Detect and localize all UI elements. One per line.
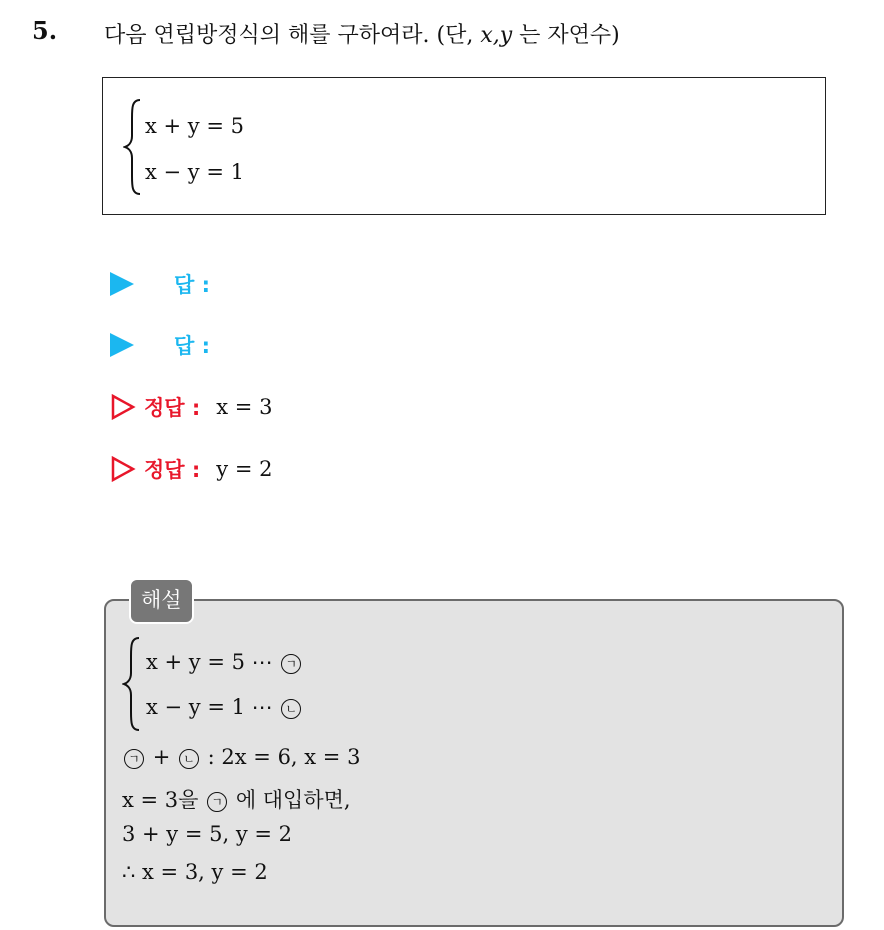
correct-value: y = 2 [216,457,273,481]
solution-eq2-text: x − y = 1 ⋯ [146,695,273,719]
question-vars: x,y [480,23,513,48]
solution-line-5: 3 + y = 5, y = 2 [122,822,292,846]
correct-answer-row-1 [110,392,272,422]
correct-label: 정답 : [144,396,201,420]
answer-label: 답 : [174,334,210,358]
answer-row-1 [110,269,210,299]
outline-arrow-icon [110,456,136,482]
correct-label: 정답 : [144,458,201,482]
solution-line-4-pre: x = 3을 [122,788,199,812]
solution-eq1 [146,650,303,674]
plus-sign: + [152,745,171,769]
solution-line-3 [122,745,360,769]
solution-eq2 [146,695,303,719]
question-text [104,18,620,49]
solution-line-4-post: 에 대입하면, [235,788,351,812]
play-arrow-icon [110,333,134,357]
solution-tag: 해설 [129,578,194,624]
brace-icon [122,636,142,732]
circled-giyeok-icon: ㄱ [207,792,227,812]
play-arrow-icon [110,272,134,296]
solution-line-4 [122,784,351,814]
circled-nieun-icon: ㄴ [281,699,301,719]
circled-nieun-icon: ㄴ [179,749,199,769]
correct-answer-row-2 [110,454,272,484]
correct-value: x = 3 [216,395,273,419]
brace-icon [123,98,143,196]
solution-eq1-text: x + y = 5 ⋯ [146,650,273,674]
problem-eq1: x + y = 5 [145,114,244,138]
circled-giyeok-icon: ㄱ [281,654,301,674]
question-number: 5. [32,16,58,45]
solution-line-6: ∴ x = 3, y = 2 [122,860,268,884]
answer-label: 답 : [174,273,210,297]
question-text-suffix: 는 자연수) [519,23,620,48]
circled-giyeok-icon: ㄱ [124,749,144,769]
outline-arrow-icon [110,394,136,420]
question-text-prefix: 다음 연립방정식의 해를 구하여라. (단, [104,23,474,48]
problem-box [102,77,826,215]
problem-eq2: x − y = 1 [145,160,244,184]
solution-line-3-text: : 2x = 6, x = 3 [207,745,361,769]
answer-row-2 [110,330,210,360]
